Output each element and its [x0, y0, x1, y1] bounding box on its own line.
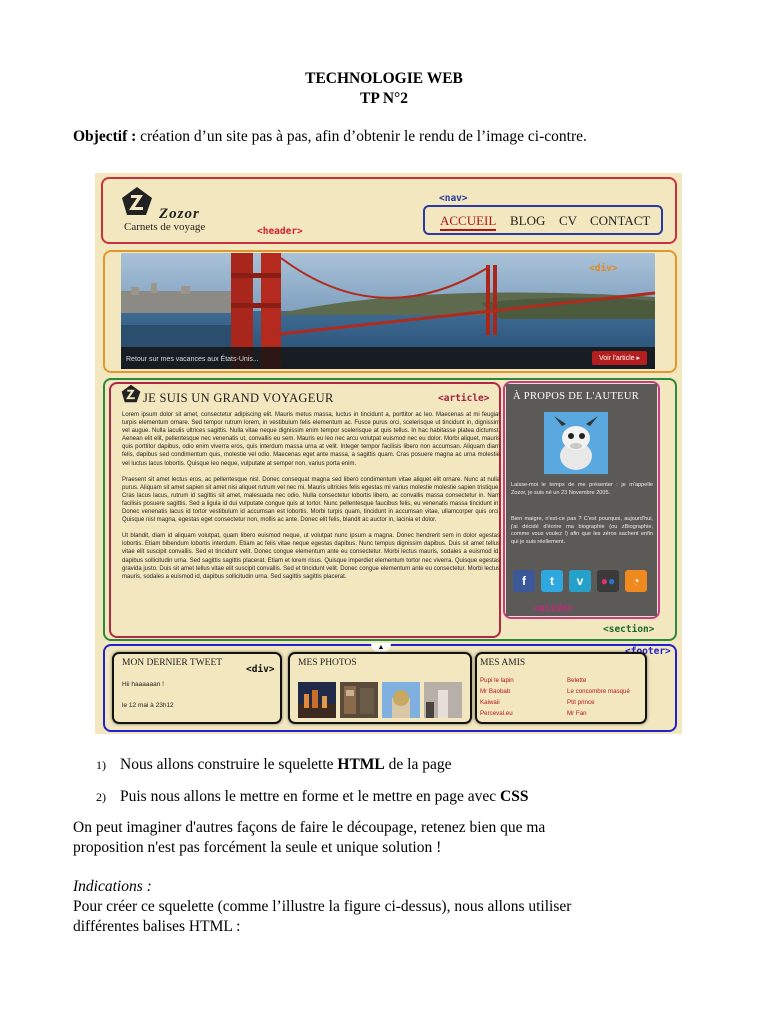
- footer-tweet-box: [112, 652, 282, 724]
- rss-icon[interactable]: ◔: [625, 570, 647, 592]
- photo-thumbnail[interactable]: [382, 682, 420, 718]
- nav-item-accueil[interactable]: ACCUEIL: [440, 213, 496, 231]
- doc-subtitle: TP N°2: [360, 90, 408, 107]
- website-mockup-figure: [95, 173, 682, 734]
- photo-thumbnail[interactable]: [298, 682, 336, 718]
- tweet-div-tag: <div>: [246, 664, 275, 675]
- logo-subtitle: Carnets de voyage: [124, 221, 206, 233]
- banner-button[interactable]: Voir l'article ▸: [592, 351, 647, 365]
- footer-tag: <footer>: [625, 646, 671, 657]
- list-text-before: Puis nous allons le mettre en forme et le mettre en page avec: [120, 788, 501, 805]
- tweet-text: Hii haaaaaan !: [122, 681, 164, 688]
- list-text-bold: CSS: [500, 788, 529, 805]
- aside-title: À PROPOS DE L'AUTEUR: [513, 391, 640, 402]
- objectif-text: création d’un site pas à pas, afin d’obtenir le rendu de l’image ci-contre.: [136, 128, 587, 145]
- logo-name: Zozor: [159, 206, 200, 222]
- indications-line-2: différentes balises HTML :: [73, 918, 241, 935]
- article-title: JE SUIS UN GRAND VOYAGEUR: [143, 391, 334, 405]
- article-tag: <article>: [438, 393, 490, 404]
- aside-text-1: Laisse-moi le temps de me présenter : je m'appelle Zozor, je suis né un 23 Novembre 2005.: [511, 482, 653, 496]
- friend-link[interactable]: Pupi le lapin: [480, 677, 514, 684]
- indications-heading: Indications :: [73, 878, 152, 895]
- list-item-2: [96, 788, 528, 806]
- friend-link[interactable]: Mr Fan: [567, 710, 587, 717]
- objectif-line: [73, 127, 587, 147]
- header-tag: <header>: [257, 226, 303, 237]
- twitter-icon[interactable]: t: [541, 570, 563, 592]
- nav-item-cv[interactable]: CV: [559, 213, 578, 228]
- article-paragraph-1: Lorem ipsum dolor sit amet, consectetur adipiscing elit. Mauris metus massa, luctus in tincidunt a, porttitor ac leo. Maecenas at mi feugiat turpis elementum ornare. Sed tempor rutrum lorem, in vestibulum felis elementum ac. Fusce purus orci, scelerisque ut tincidunt in, dignissim vel augue. Nulla iaculis ultrices sagittis. Nulla vitae neque dignissim enim tempor scelerisque at quis tellus. In hac habitasse platea dictumst. Aenean elit elit, pellentesque nec venenatis ut, convallis eu sem. Mauris eu leo nec arcu volutpat euismod nec eu dolor. Morbi aliquet, mauris quis porttitor dapibus, odio enim viverra eros, quis interdum massa urna at velit. Integer tempor facilisis libero non accumsan. Aliquam diam felis, dapibus sed condimentum quis, molestie vel odio. Maecenas eget ante massa, a sagittis quam. Cras posuere magna ac urna molestie vel luctus lacus lobortis. Quisque leo neque, vulputate at semper non, varius porta enim.: [122, 412, 500, 467]
- nav-tag: <nav>: [439, 193, 468, 204]
- list-number: 2): [96, 790, 106, 804]
- list-item-1: [96, 756, 451, 774]
- facebook-icon[interactable]: f: [513, 570, 535, 592]
- article-paragraph-2: Praesent sit amet lectus eros, ac pellentesque nisl. Donec consequat magna sed libero condimentum vitae aliquet elit ornare. Nunc at nulla purus. Aliquam sit amet sapien sit amet nisi aliquet rutrum vel nec mi. Mauris ultricies felis egestas mi varius molestie molestie sapien tristique. Cras lacus lacus, rutrum id sagittis sit amet, malesuada nec odio. Nulla consectetur lobortis libero, ac convallis massa consectetur in. Nam facilisis posuere sagittis. Sed a ligula id dui vulputate congue quis at tortor. Nunc pellentesque faucibus felis, eu venenatis massa tincidunt in. Donec venenatis lacus id tortor vestibulum id accumsan est lobortis. Morbi turpis quam, tincidunt in accumsan vitae, ullamcorper quis orci. Quisque nisl magna, egestas eget consectetur non, mollis ac ante. Donec elit felis, blandit ac auctor in, lacinia et dolor.: [122, 476, 500, 524]
- flickr-icon[interactable]: ●●: [597, 570, 619, 592]
- section-tag: <section>: [603, 624, 655, 635]
- banner-div-tag: <div>: [589, 263, 618, 274]
- nav-item-blog[interactable]: BLOG: [510, 213, 546, 228]
- vimeo-icon[interactable]: v: [569, 570, 591, 592]
- article-paragraph-3: Ut blandit, diam id aliquam volutpat, quam libero euismod neque, ut volutpat nunc ipsum a magna. Donec hendrerit sem in dolor egestas lobortis. Etiam bibendum lobortis interdum. Etiam ac felis vitae neque egestas dapibus. Nunc tempus dignissim dapibus. Duis sit amet tellus vitae elit suscipit convallis. Sed et tincidunt velit. Donec congue elementum ante eu consectetur. Morbi lectus mauris, sodales a euismod id, dapibus sollicitudin urna. Sed sagittis sagittis placerat. Etiam et lorem risus. Quisque imperdiet elementum tortor nec viverra. Quisque egestas gravida justo. Duis sit amet tellus vitae elit suscipit convallis. Sed et tincidunt velit. Donec congue elementum ante eu consectetur. Morbi lectus mauris, sodales a euismod id, dapibus sollicitudin urna. Sed sagittis sagittis placerat.: [122, 533, 500, 580]
- zozor-avatar: [544, 412, 608, 474]
- paragraph-line-2: proposition n'est pas forcément la seule et unique solution !: [73, 839, 442, 856]
- friend-link[interactable]: Ptit prince: [567, 699, 595, 706]
- nav-item-contact[interactable]: CONTACT: [590, 213, 651, 228]
- friend-link[interactable]: Mr Baobab: [480, 688, 511, 695]
- banner-caption-bar: [121, 347, 655, 369]
- photo-thumbnail[interactable]: [424, 682, 462, 718]
- doc-title: TECHNOLOGIE WEB: [305, 70, 463, 87]
- objectif-label: Objectif :: [73, 128, 137, 145]
- friend-link[interactable]: Perceval.eu: [480, 710, 513, 717]
- footer-photos-box: [288, 652, 472, 724]
- tweet-date: le 12 mai à 23h12: [122, 702, 174, 709]
- aside-tag: <aside>: [533, 603, 574, 614]
- list-text-before: Nous allons construire le squelette: [120, 756, 338, 773]
- aside-text-2: Bien maigre, n'est-ce pas ? C'est pourquoi, aujourd'hui, j'ai décidé d'écrire ma biographie (ou zBiographie, comme vous voulez !) afin que les zéros sachent enfin qui je suis réellement.: [511, 516, 653, 545]
- banner-image: [121, 253, 655, 369]
- friend-link[interactable]: Le concombre masqué: [567, 688, 630, 695]
- friends-title: MES AMIS: [480, 658, 526, 668]
- photos-title: MES PHOTOS: [298, 658, 357, 668]
- tweet-title: MON DERNIER TWEET: [122, 658, 223, 668]
- photo-thumbnail[interactable]: [340, 682, 378, 718]
- paragraph-line-1: On peut imaginer d'autres façons de faire le découpage, retenez bien que ma: [73, 819, 546, 836]
- aside-box: [506, 384, 657, 616]
- friend-link[interactable]: Belette: [567, 677, 587, 684]
- list-text-after: de la page: [384, 756, 452, 773]
- zozor-logo-icon: [121, 186, 153, 216]
- article-logo-icon: [121, 384, 141, 403]
- banner-caption: Retour sur mes vacances aux États-Unis...: [126, 356, 259, 363]
- indications-line-1: Pour créer ce squelette (comme l’illustre la figure ci-dessus), nous allons utiliser: [73, 898, 572, 915]
- list-number: 1): [96, 758, 106, 772]
- footer-up-arrow-icon: ▲: [371, 643, 391, 653]
- article-body: [122, 411, 500, 589]
- footer-friends-box: [475, 652, 647, 724]
- friend-link[interactable]: Kaiwaii: [480, 699, 500, 706]
- list-text-bold: HTML: [337, 756, 385, 773]
